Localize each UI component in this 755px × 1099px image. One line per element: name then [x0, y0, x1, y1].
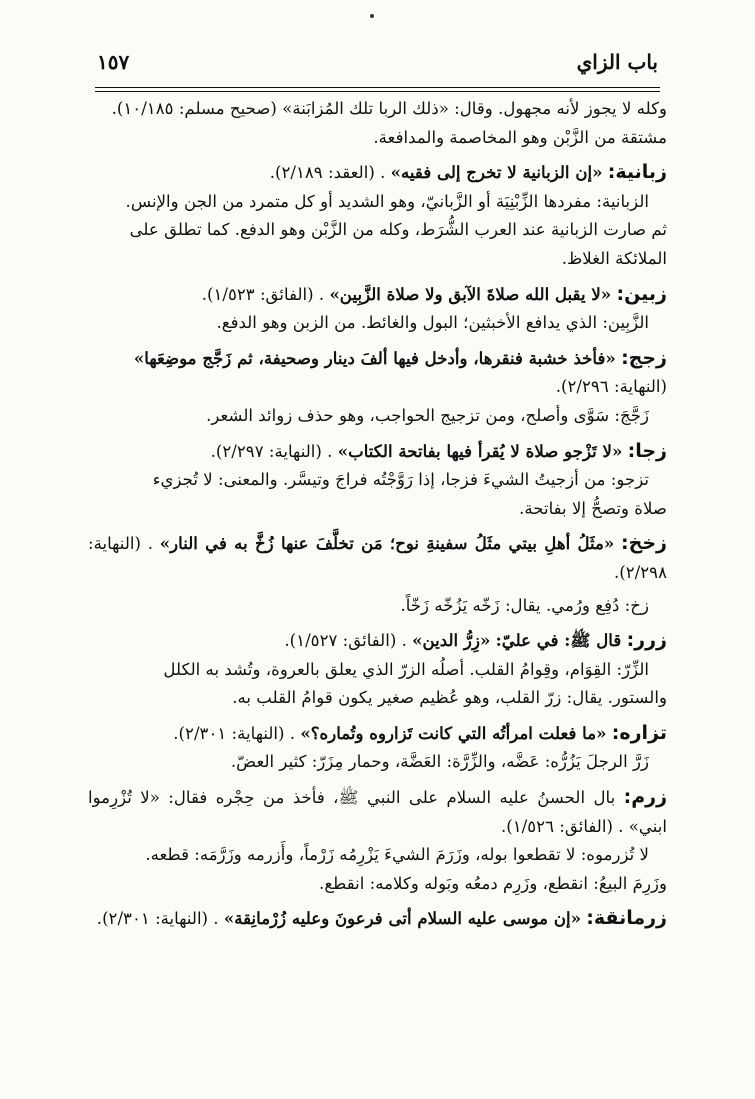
- entry-source: (النهاية: ٢/٢٩٦).: [555, 377, 667, 397]
- entry-source: . (الفائق: ١/٥٢٧).: [284, 631, 407, 651]
- text-line: صلاة وتصحُّ إلا بفاتحة.: [519, 498, 667, 518]
- entry-zabin: [88, 280, 667, 310]
- entry-source: . (النهاية: ٢/٢٩٨).: [88, 534, 667, 582]
- entry-quote: «لا تَزْجو صلاة لا يُقرأ فيها بفاتحة الكتاب»: [337, 440, 623, 461]
- entry-zakhkh: [88, 529, 667, 587]
- entry-headword: زرمانقة:: [586, 907, 667, 930]
- text-line: زَجَّجَ: سَوَّى وأصلح، ومن تزجيج الحواجب، وهو حذف زوائد الشعر.: [206, 405, 649, 425]
- entry-zaram: [88, 783, 667, 841]
- entry-headword: تزاره:: [611, 721, 667, 744]
- text-line: زخ: دُفِع ورُمي. يقال: زَخّه يَزُخّه زَخّاً.: [400, 595, 649, 615]
- entry-quote-prefix: قال ﷺ: في عليّ:: [495, 630, 622, 651]
- entry-headword: زبين:: [616, 282, 667, 305]
- entry-zarar: [88, 626, 667, 656]
- entry-quote: «فأخذ خشبة فنقرها، وأدخل فيها ألفَ دينار وصحيفة، ثم زَجَّج موضِعَها»: [133, 347, 616, 368]
- entry-quote: «لا يقبل الله صلاةَ الآبق ولا صلاة الزَّبِين»: [329, 283, 612, 304]
- entry-headword: زرر:: [626, 629, 667, 652]
- entry-explanation: [88, 309, 667, 338]
- entry-zajaj: [88, 344, 667, 402]
- entry-source: . (الفائق: ١/٥٢٣).: [201, 284, 325, 304]
- entry-explanation: [88, 748, 667, 777]
- entry-headword: زبانية:: [607, 161, 667, 184]
- entry-source: . (الفائق: ١/٥٢٦).: [501, 816, 624, 836]
- text-line: الملائكة الغلاظ.: [561, 248, 667, 268]
- entry-explanation: [88, 592, 667, 621]
- header-rule: [95, 87, 660, 88]
- page-number: ١٥٧: [97, 50, 130, 74]
- entry-quote: «إن موسى عليه السلام أتى فرعونَ وعليه زُرْمانِقة»: [223, 908, 581, 929]
- text-line: الزَّبِين: الذي يدافع الأخبثين؛ البول والغائط. من الزبن وهو الدفع.: [216, 313, 649, 333]
- chapter-title: باب الزاي: [576, 50, 658, 74]
- text-line: الزِّرّ: القِوَام، وقِوامُ القلب. أصلُه الزرّ الذي يعلق بالعروة، وتُشد به الكلل: [163, 659, 649, 679]
- text-line: الزبانية: مفردها الزِّبْنِيَة أو الزَّبانيّ، وهو الشديد أو كل متمرد من الجن والإنس.: [125, 191, 649, 211]
- entry-headword: زخخ:: [621, 532, 667, 555]
- entry-explanation: [88, 841, 667, 898]
- page-dot-mark: [370, 14, 374, 18]
- entry-quote: بال الحسنُ عليه السلام على النبي ﷺ، فأخذ من حِجْره فقال: «لا تُزْرِموا ابني»: [88, 788, 667, 836]
- entry-explanation: [88, 466, 667, 523]
- entry-source: . (النهاية: ٢/٣٠١).: [96, 909, 219, 929]
- entry-quote: «ما فعلت امرأتُه التي كانت تَزاروه وتُماره؟»: [300, 722, 607, 743]
- entry-source: . (النهاية: ٢/٣٠١).: [173, 723, 296, 743]
- entry-source: . (النهاية: ٢/٢٩٧).: [210, 441, 333, 461]
- intro-paragraph: [88, 95, 667, 152]
- entry-zurmaniqa: [88, 904, 667, 934]
- entry-zaja: [88, 437, 667, 467]
- text-line: وزَرِمَ البيعُ: انقطع، وزَرِم دمعُه وبَوله وكلامه: انقطع.: [319, 873, 667, 893]
- text-line: والستور. يقال: زرّ القلب، وهو عُظيم صغير يكون قوامُ القلب به.: [232, 688, 667, 708]
- entry-quote: «زِرُّ الدين»: [412, 630, 491, 651]
- text-line: وكله لا يجوز لأنه مجهول. وقال: «ذلك الربا تلك المُزابَنة» (صحيح مسلم: ١٠/١٨٥).: [111, 99, 667, 118]
- text-line: زَرَّ الرجلَ يَزُرُّه: عَضَّه، والزِّرَّة: العَضَّة، وحمار مِزَرّ: كثير العضّ.: [230, 752, 649, 772]
- entry-explanation: [88, 188, 667, 274]
- entry-tazara: [88, 719, 667, 749]
- entry-explanation: [88, 402, 667, 431]
- entry-quote: «مثَلُ أهلِ بيتي مثَلُ سفينةِ نوح؛ مَن تخلَّفَ عنها زُخَّ به في النار»: [159, 533, 615, 554]
- header-rule-thin: [95, 91, 660, 92]
- entry-source: . (العقد: ٢/١٨٩).: [269, 163, 386, 183]
- text-line: مشتقة من الزَّبْن وهو المخاصمة والمدافعة.: [373, 127, 667, 147]
- entry-headword: زجج:: [621, 346, 667, 369]
- entry-quote: «إن الزبانية لا تخرج إلى فقيه»: [390, 162, 603, 183]
- page-body: [88, 95, 667, 934]
- entry-explanation: [88, 656, 667, 713]
- entry-zabaniya: [88, 158, 667, 188]
- entry-headword: زرم:: [623, 786, 668, 809]
- text-line: تزجو: من أزجيتُ الشيءَ فزجا، إذا رَوَّجْتُه فراجَ وتيسَّر. والمعنى: لا تُجزيء: [152, 470, 649, 490]
- text-line: لا تُزرموه: لا تقطعوا بوله، وزَرَمَ الشيءَ يَزْرِمُه زَرْماً، وأَزرمه وزَرَّمَه: قطعه.: [145, 845, 649, 865]
- entry-headword: زجا:: [627, 439, 667, 462]
- text-line: ثم صارت الزبانية عند العرب الشُّرَط، وكله من الزَّبْن وهو الدفع. كما تطلق على: [129, 220, 667, 240]
- page-header: [95, 44, 660, 84]
